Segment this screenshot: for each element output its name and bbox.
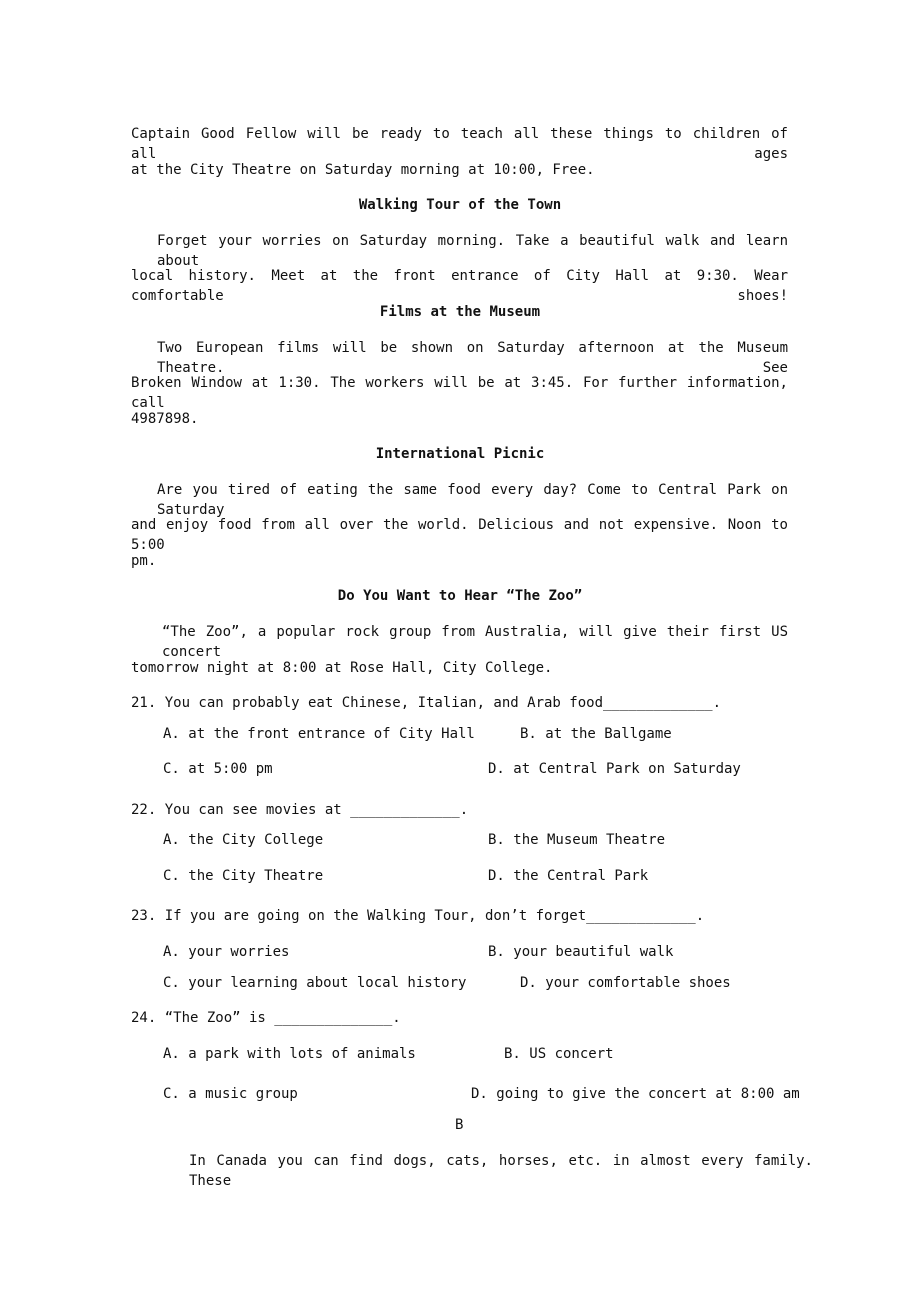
question-21-stem: 21. You can probably eat Chinese, Italian, and Arab food_____________.: [131, 695, 722, 711]
section-heading-picnic: International Picnic: [375, 446, 545, 462]
question-23-option-d: D. your comfortable shoes: [520, 975, 731, 991]
question-21-option-b: B. at the Ballgame: [520, 726, 672, 742]
question-24-option-d: D. going to give the concert at 8:00 am: [471, 1086, 800, 1102]
question-22-option-c: C. the City Theatre: [163, 868, 324, 884]
part-b-label: B: [455, 1117, 464, 1133]
films-line-3: 4987898.: [131, 411, 199, 427]
zoo-line-1: “The Zoo”, a popular rock group from Australia, will give their first US concert: [162, 624, 788, 660]
picnic-line-3: pm.: [131, 553, 157, 569]
question-22-option-a: A. the City College: [163, 832, 324, 848]
question-22-stem: 22. You can see movies at _____________.: [131, 802, 469, 818]
section-heading-films: Films at the Museum: [379, 304, 541, 320]
section-heading-zoo: Do You Want to Hear “The Zoo”: [337, 588, 583, 604]
films-line-2: Broken Window at 1:30. The workers will be at 3:45. For further information, call: [131, 375, 788, 411]
picnic-line-2: and enjoy food from all over the world. Delicious and not expensive. Noon to 5:00: [131, 517, 788, 553]
question-21-option-c: C. at 5:00 pm: [163, 761, 273, 777]
part-b-line-1: In Canada you can find dogs, cats, horses, etc. in almost every family. These: [189, 1153, 813, 1189]
question-22-option-d: D. the Central Park: [488, 868, 649, 884]
intro-line-1: Captain Good Fellow will be ready to teach all these things to children of all ages: [131, 126, 788, 162]
question-23-stem: 23. If you are going on the Walking Tour, don’t forget_____________.: [131, 908, 705, 924]
question-24-stem: 24. “The Zoo” is ______________.: [131, 1010, 401, 1026]
question-23-option-b: B. your beautiful walk: [488, 944, 674, 960]
question-21-option-a: A. at the front entrance of City Hall: [163, 726, 475, 742]
picnic-line-1: Are you tired of eating the same food every day? Come to Central Park on Saturday: [157, 482, 788, 518]
question-23-option-c: C. your learning about local history: [163, 975, 467, 991]
walking-tour-line-1: Forget your worries on Saturday morning. Take a beautiful walk and learn about: [157, 233, 788, 269]
question-24-option-b: B. US concert: [504, 1046, 614, 1062]
intro-line-2: at the City Theatre on Saturday morning at 10:00, Free.: [131, 162, 595, 178]
question-24-option-a: A. a park with lots of animals: [163, 1046, 416, 1062]
question-22-option-b: B. the Museum Theatre: [488, 832, 666, 848]
question-24-option-c: C. a music group: [163, 1086, 298, 1102]
films-line-1: Two European films will be shown on Saturday afternoon at the Museum Theatre. See: [157, 340, 788, 376]
question-21-option-d: D. at Central Park on Saturday: [488, 761, 741, 777]
walking-tour-line-2: local history. Meet at the front entrance of City Hall at 9:30. Wear comfortable shoes!: [131, 268, 788, 304]
section-heading-walking-tour: Walking Tour of the Town: [358, 197, 562, 213]
question-23-option-a: A. your worries: [163, 944, 290, 960]
zoo-line-2: tomorrow night at 8:00 at Rose Hall, City College.: [131, 660, 553, 676]
